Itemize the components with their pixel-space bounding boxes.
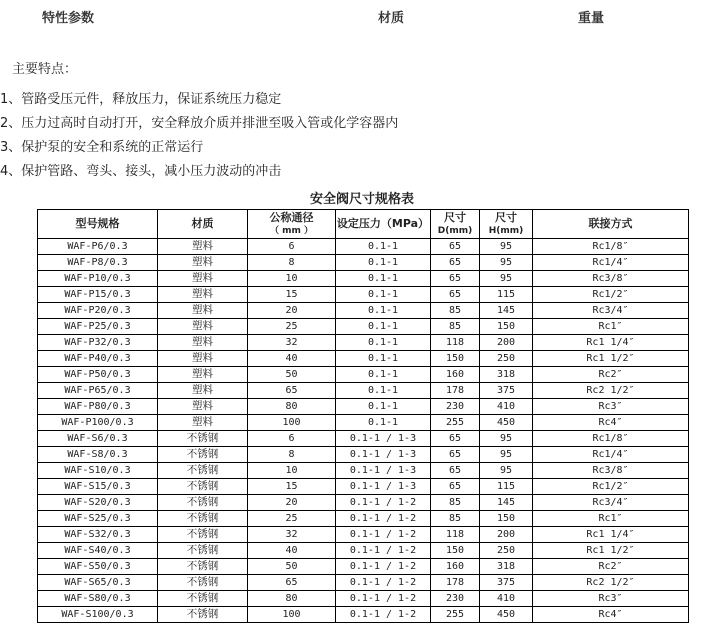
cell-diameter: 50 xyxy=(248,367,336,383)
cell-diameter: 65 xyxy=(248,383,336,399)
cell-material: 不锈钢 xyxy=(158,575,248,591)
cell-pressure: 0.1-1 / 1-3 xyxy=(336,463,431,479)
cell-size-d: 255 xyxy=(431,607,480,623)
cell-pressure: 0.1-1 xyxy=(336,335,431,351)
cell-material: 不锈钢 xyxy=(158,431,248,447)
cell-model: WAF-P40/0.3 xyxy=(38,351,158,367)
cell-connection: Rc2″ xyxy=(533,559,689,575)
cell-size-h: 145 xyxy=(480,495,533,511)
cell-diameter: 25 xyxy=(248,319,336,335)
cell-material: 不锈钢 xyxy=(158,463,248,479)
cell-connection: Rc1 1/4″ xyxy=(533,335,689,351)
cell-size-d: 85 xyxy=(431,495,480,511)
col-pressure: 设定压力（MPa） xyxy=(336,210,431,239)
cell-connection: Rc1″ xyxy=(533,319,689,335)
cell-pressure: 0.1-1 / 1-2 xyxy=(336,559,431,575)
cell-size-d: 65 xyxy=(431,447,480,463)
cell-pressure: 0.1-1 / 1-3 xyxy=(336,447,431,463)
cell-size-d: 65 xyxy=(431,479,480,495)
table-row xyxy=(38,447,689,463)
cell-model: WAF-P32/0.3 xyxy=(38,335,158,351)
cell-model: WAF-P10/0.3 xyxy=(38,271,158,287)
cell-material: 塑料 xyxy=(158,415,248,431)
header-weight: 重量 xyxy=(578,11,605,26)
cell-material: 塑料 xyxy=(158,383,248,399)
cell-model: WAF-S65/0.3 xyxy=(38,575,158,591)
table-row xyxy=(38,399,689,415)
cell-material: 塑料 xyxy=(158,367,248,383)
header-params: 特性参数 xyxy=(42,11,95,26)
cell-size-h: 200 xyxy=(480,527,533,543)
cell-material: 不锈钢 xyxy=(158,591,248,607)
cell-size-d: 118 xyxy=(431,527,480,543)
table-row xyxy=(38,479,689,495)
table-row xyxy=(38,543,689,559)
cell-material: 塑料 xyxy=(158,303,248,319)
cell-material: 塑料 xyxy=(158,271,248,287)
cell-pressure: 0.1-1 xyxy=(336,319,431,335)
cell-pressure: 0.1-1 xyxy=(336,271,431,287)
cell-connection: Rc1/2″ xyxy=(533,479,689,495)
table-row xyxy=(38,319,689,335)
cell-connection: Rc3/4″ xyxy=(533,303,689,319)
cell-diameter: 25 xyxy=(248,511,336,527)
cell-material: 不锈钢 xyxy=(158,479,248,495)
cell-material: 不锈钢 xyxy=(158,543,248,559)
table-row xyxy=(38,575,689,591)
cell-connection: Rc2″ xyxy=(533,367,689,383)
cell-material: 塑料 xyxy=(158,319,248,335)
col-size-h: 尺寸 H(mm) xyxy=(480,210,533,239)
cell-connection: Rc2 1/2″ xyxy=(533,575,689,591)
cell-size-h: 150 xyxy=(480,511,533,527)
cell-pressure: 0.1-1 xyxy=(336,303,431,319)
cell-size-d: 118 xyxy=(431,335,480,351)
cell-connection: Rc1/8″ xyxy=(533,431,689,447)
cell-pressure: 0.1-1 / 1-2 xyxy=(336,607,431,623)
cell-pressure: 0.1-1 xyxy=(336,399,431,415)
table-row xyxy=(38,383,689,399)
cell-size-h: 318 xyxy=(480,559,533,575)
cell-model: WAF-P8/0.3 xyxy=(38,255,158,271)
cell-size-d: 85 xyxy=(431,511,480,527)
cell-material: 不锈钢 xyxy=(158,447,248,463)
cell-size-d: 150 xyxy=(431,543,480,559)
cell-connection: Rc1 1/4″ xyxy=(533,527,689,543)
col-material: 材质 xyxy=(158,210,248,239)
cell-diameter: 65 xyxy=(248,575,336,591)
cell-pressure: 0.1-1 xyxy=(336,415,431,431)
cell-diameter: 10 xyxy=(248,271,336,287)
cell-connection: Rc1/8″ xyxy=(533,239,689,255)
table-row xyxy=(38,431,689,447)
table-row xyxy=(38,415,689,431)
cell-model: WAF-P50/0.3 xyxy=(38,367,158,383)
cell-model: WAF-P15/0.3 xyxy=(38,287,158,303)
cell-model: WAF-S32/0.3 xyxy=(38,527,158,543)
cell-connection: Rc3″ xyxy=(533,591,689,607)
cell-diameter: 40 xyxy=(248,543,336,559)
cell-model: WAF-P80/0.3 xyxy=(38,399,158,415)
cell-material: 塑料 xyxy=(158,351,248,367)
cell-size-d: 230 xyxy=(431,399,480,415)
cell-size-d: 230 xyxy=(431,591,480,607)
cell-size-d: 65 xyxy=(431,287,480,303)
table-row xyxy=(38,511,689,527)
cell-material: 塑料 xyxy=(158,335,248,351)
cell-size-h: 200 xyxy=(480,335,533,351)
cell-connection: Rc1 1/2″ xyxy=(533,543,689,559)
feature-item: 3、保护泵的安全和系统的正常运行 xyxy=(0,140,204,155)
cell-diameter: 32 xyxy=(248,335,336,351)
cell-size-d: 178 xyxy=(431,575,480,591)
table-row xyxy=(38,351,689,367)
cell-diameter: 40 xyxy=(248,351,336,367)
table-row xyxy=(38,495,689,511)
col-diameter: 公称通径 （ mm ） xyxy=(248,210,336,239)
cell-size-d: 160 xyxy=(431,367,480,383)
cell-model: WAF-P65/0.3 xyxy=(38,383,158,399)
table-header-row xyxy=(38,210,689,239)
cell-model: WAF-S40/0.3 xyxy=(38,543,158,559)
cell-material: 不锈钢 xyxy=(158,527,248,543)
cell-size-h: 410 xyxy=(480,399,533,415)
table-title: 安全阀尺寸规格表 xyxy=(309,192,414,207)
feature-item: 4、保护管路、弯头、接头，减小压力波动的冲击 xyxy=(0,164,282,179)
cell-model: WAF-P25/0.3 xyxy=(38,319,158,335)
cell-size-h: 95 xyxy=(480,463,533,479)
cell-pressure: 0.1-1 xyxy=(336,367,431,383)
cell-size-h: 410 xyxy=(480,591,533,607)
cell-pressure: 0.1-1 / 1-3 xyxy=(336,431,431,447)
cell-size-h: 115 xyxy=(480,287,533,303)
cell-model: WAF-S25/0.3 xyxy=(38,511,158,527)
cell-connection: Rc1/4″ xyxy=(533,447,689,463)
cell-pressure: 0.1-1 / 1-2 xyxy=(336,575,431,591)
cell-connection: Rc1/4″ xyxy=(533,255,689,271)
cell-material: 塑料 xyxy=(158,239,248,255)
cell-diameter: 8 xyxy=(248,447,336,463)
table-row xyxy=(38,335,689,351)
table-row xyxy=(38,239,689,255)
cell-diameter: 15 xyxy=(248,287,336,303)
cell-size-h: 95 xyxy=(480,447,533,463)
cell-diameter: 100 xyxy=(248,607,336,623)
cell-material: 塑料 xyxy=(158,399,248,415)
table-row xyxy=(38,591,689,607)
cell-pressure: 0.1-1 / 1-2 xyxy=(336,527,431,543)
cell-connection: Rc2 1/2″ xyxy=(533,383,689,399)
table-row xyxy=(38,367,689,383)
cell-model: WAF-S6/0.3 xyxy=(38,431,158,447)
cell-diameter: 20 xyxy=(248,303,336,319)
feature-item: 1、管路受压元件，释放压力，保证系统压力稳定 xyxy=(0,92,282,107)
cell-model: WAF-P20/0.3 xyxy=(38,303,158,319)
cell-model: WAF-S80/0.3 xyxy=(38,591,158,607)
cell-size-d: 178 xyxy=(431,383,480,399)
cell-diameter: 32 xyxy=(248,527,336,543)
col-connection: 联接方式 xyxy=(533,210,689,239)
table-row xyxy=(38,287,689,303)
cell-size-d: 150 xyxy=(431,351,480,367)
cell-diameter: 80 xyxy=(248,591,336,607)
cell-model: WAF-S8/0.3 xyxy=(38,447,158,463)
cell-model: WAF-S50/0.3 xyxy=(38,559,158,575)
cell-pressure: 0.1-1 / 1-2 xyxy=(336,511,431,527)
header-material: 材质 xyxy=(378,11,405,26)
cell-size-d: 160 xyxy=(431,559,480,575)
cell-diameter: 6 xyxy=(248,431,336,447)
cell-pressure: 0.1-1 xyxy=(336,287,431,303)
cell-material: 不锈钢 xyxy=(158,495,248,511)
cell-pressure: 0.1-1 / 1-3 xyxy=(336,479,431,495)
cell-size-h: 95 xyxy=(480,431,533,447)
cell-size-d: 85 xyxy=(431,319,480,335)
cell-size-h: 450 xyxy=(480,415,533,431)
cell-size-h: 145 xyxy=(480,303,533,319)
cell-diameter: 6 xyxy=(248,239,336,255)
cell-connection: Rc3/8″ xyxy=(533,271,689,287)
table-row xyxy=(38,527,689,543)
cell-size-h: 95 xyxy=(480,255,533,271)
cell-size-h: 450 xyxy=(480,607,533,623)
cell-connection: Rc4″ xyxy=(533,415,689,431)
cell-model: WAF-S20/0.3 xyxy=(38,495,158,511)
table-row xyxy=(38,271,689,287)
cell-connection: Rc3/4″ xyxy=(533,495,689,511)
cell-diameter: 8 xyxy=(248,255,336,271)
cell-size-h: 95 xyxy=(480,271,533,287)
cell-size-h: 95 xyxy=(480,239,533,255)
cell-model: WAF-S10/0.3 xyxy=(38,463,158,479)
feature-item: 2、压力过高时自动打开，安全释放介质并排泄至吸入管或化学容器内 xyxy=(0,116,399,131)
cell-size-h: 375 xyxy=(480,383,533,399)
cell-material: 塑料 xyxy=(158,287,248,303)
cell-material: 不锈钢 xyxy=(158,559,248,575)
cell-size-d: 65 xyxy=(431,239,480,255)
cell-pressure: 0.1-1 / 1-2 xyxy=(336,495,431,511)
cell-pressure: 0.1-1 xyxy=(336,239,431,255)
cell-connection: Rc1″ xyxy=(533,511,689,527)
table-row xyxy=(38,303,689,319)
cell-connection: Rc4″ xyxy=(533,607,689,623)
cell-diameter: 80 xyxy=(248,399,336,415)
cell-size-d: 255 xyxy=(431,415,480,431)
cell-size-d: 65 xyxy=(431,463,480,479)
cell-connection: Rc3″ xyxy=(533,399,689,415)
cell-model: WAF-S15/0.3 xyxy=(38,479,158,495)
cell-diameter: 15 xyxy=(248,479,336,495)
cell-size-d: 65 xyxy=(431,431,480,447)
cell-size-h: 250 xyxy=(480,351,533,367)
cell-size-h: 250 xyxy=(480,543,533,559)
feature-list xyxy=(0,90,398,186)
cell-diameter: 50 xyxy=(248,559,336,575)
cell-size-h: 115 xyxy=(480,479,533,495)
cell-size-d: 65 xyxy=(431,255,480,271)
cell-diameter: 100 xyxy=(248,415,336,431)
cell-connection: Rc1 1/2″ xyxy=(533,351,689,367)
cell-connection: Rc1/2″ xyxy=(533,287,689,303)
cell-size-h: 375 xyxy=(480,575,533,591)
col-model: 型号规格 xyxy=(38,210,158,239)
table-row xyxy=(38,255,689,271)
cell-model: WAF-P100/0.3 xyxy=(38,415,158,431)
col-size-d: 尺寸 D(mm) xyxy=(431,210,480,239)
table-row xyxy=(38,559,689,575)
table-body xyxy=(38,239,689,623)
spec-table xyxy=(37,209,689,623)
cell-material: 不锈钢 xyxy=(158,607,248,623)
cell-size-d: 85 xyxy=(431,303,480,319)
cell-size-h: 318 xyxy=(480,367,533,383)
cell-model: WAF-P6/0.3 xyxy=(38,239,158,255)
cell-model: WAF-S100/0.3 xyxy=(38,607,158,623)
cell-material: 不锈钢 xyxy=(158,511,248,527)
cell-pressure: 0.1-1 xyxy=(336,255,431,271)
cell-pressure: 0.1-1 xyxy=(336,383,431,399)
cell-connection: Rc3/8″ xyxy=(533,463,689,479)
cell-material: 塑料 xyxy=(158,255,248,271)
cell-size-h: 150 xyxy=(480,319,533,335)
cell-pressure: 0.1-1 / 1-2 xyxy=(336,591,431,607)
cell-diameter: 20 xyxy=(248,495,336,511)
cell-pressure: 0.1-1 xyxy=(336,351,431,367)
cell-pressure: 0.1-1 / 1-2 xyxy=(336,543,431,559)
features-title: 主要特点： xyxy=(12,62,78,77)
table-row xyxy=(38,463,689,479)
table-row xyxy=(38,607,689,623)
cell-size-d: 65 xyxy=(431,271,480,287)
cell-diameter: 10 xyxy=(248,463,336,479)
